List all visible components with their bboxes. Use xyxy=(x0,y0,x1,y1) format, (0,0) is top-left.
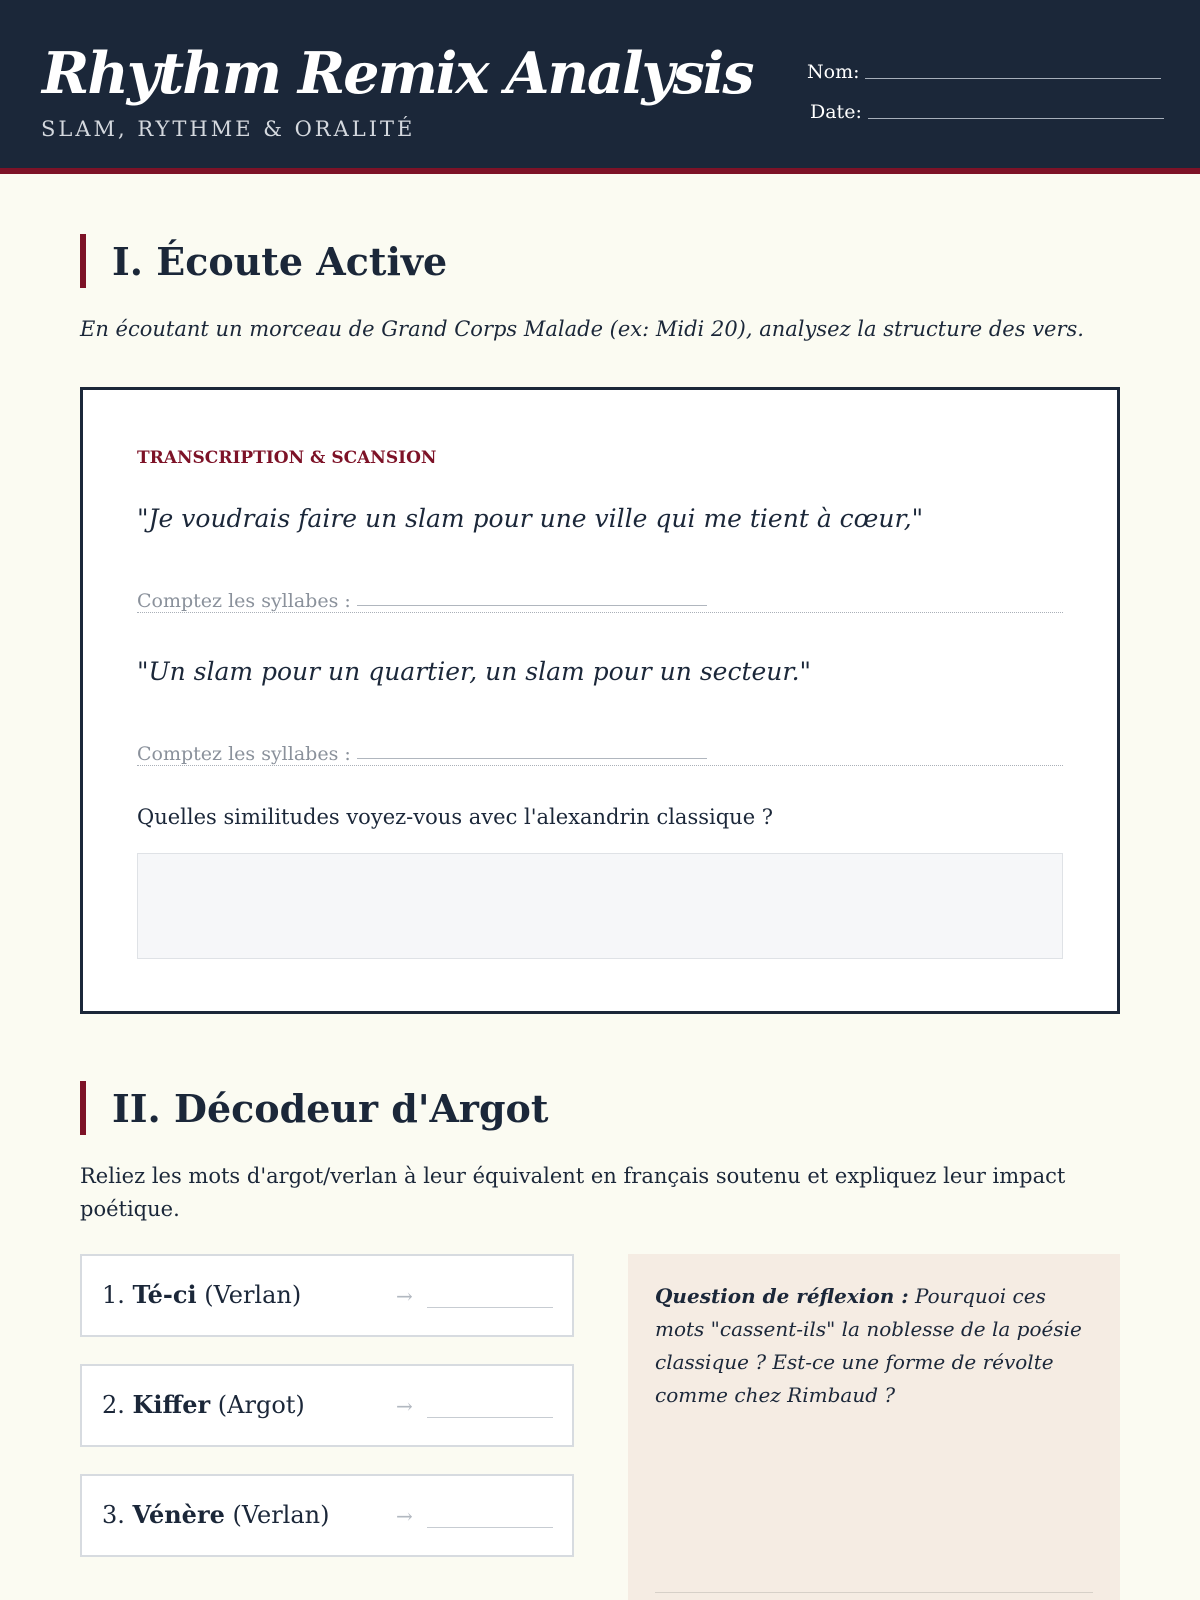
match-text xyxy=(102,1280,301,1309)
panel-label: TRANSCRIPTION & SCANSION xyxy=(137,448,437,468)
slang-word: Té-ci xyxy=(132,1280,197,1309)
alexandrin-question: Quelles similitudes voyez-vous avec l'alexandrin classique ? xyxy=(137,805,774,829)
arrow-right-icon: → xyxy=(396,1394,413,1418)
slang-type: (Verlan) xyxy=(232,1501,330,1529)
slang-type: (Verlan) xyxy=(204,1281,302,1309)
section-1-heading xyxy=(80,234,447,288)
section-1-title: I. Écoute Active xyxy=(112,238,448,284)
syllable-count-1[interactable] xyxy=(137,584,1063,613)
date-field[interactable] xyxy=(810,101,1164,123)
match-item-2[interactable] xyxy=(80,1364,574,1447)
match-answer-blank[interactable] xyxy=(427,1527,553,1528)
section-2-title: II. Décodeur d'Argot xyxy=(112,1085,549,1131)
syllable-count-2[interactable] xyxy=(137,737,1063,766)
page-title: Rhythm Remix Analysis xyxy=(42,40,753,107)
name-line xyxy=(865,78,1161,79)
syllable-count-label: Comptez les syllabes : xyxy=(137,743,351,765)
page-subtitle: SLAM, RYTHME & ORALITÉ xyxy=(41,117,416,141)
section-marker xyxy=(80,1081,86,1135)
name-field[interactable] xyxy=(807,61,1161,83)
match-text xyxy=(102,1390,305,1419)
syllable-blank[interactable] xyxy=(357,758,707,759)
match-item-1[interactable] xyxy=(80,1254,574,1337)
syllable-blank[interactable] xyxy=(357,605,707,606)
reflection-lead: Question de réflexion : xyxy=(655,1284,909,1308)
match-answer-blank[interactable] xyxy=(427,1307,553,1308)
verse-1: "Je voudrais faire un slam pour une ville qui me tient à cœur," xyxy=(137,504,924,533)
date-label: Date: xyxy=(810,101,862,123)
match-number: 2. xyxy=(102,1391,125,1419)
arrow-right-icon: → xyxy=(396,1504,413,1528)
match-text xyxy=(102,1500,330,1529)
match-item-3[interactable] xyxy=(80,1474,574,1557)
page-header xyxy=(0,0,1200,174)
section-2-instructions: Reliez les mots d'argot/verlan à leur équivalent en français soutenu et expliquez leur impact poétique. xyxy=(80,1164,1066,1221)
match-number: 1. xyxy=(102,1281,125,1309)
slang-type: (Argot) xyxy=(217,1391,305,1419)
answer-box[interactable] xyxy=(137,853,1063,959)
reflection-text: Pourquoi ces mots "cassent-ils" la noblesse de la poésie classique ? Est-ce une forme de révolte comme chez Rimbaud ? xyxy=(655,1284,1082,1407)
section-2-heading xyxy=(80,1081,548,1135)
reflection-answer-line[interactable] xyxy=(655,1592,1093,1593)
match-answer-blank[interactable] xyxy=(427,1417,553,1418)
transcription-panel xyxy=(80,387,1120,1014)
slang-word: Vénère xyxy=(132,1500,225,1529)
syllable-count-label: Comptez les syllabes : xyxy=(137,590,351,612)
section-1-instructions: En écoutant un morceau de Grand Corps Malade (ex: Midi 20), analysez la structure des vers. xyxy=(80,317,1084,341)
name-label: Nom: xyxy=(807,61,860,83)
slang-word: Kiffer xyxy=(132,1390,211,1419)
date-line xyxy=(868,118,1164,119)
reflection-question xyxy=(655,1280,1094,1412)
arrow-right-icon: → xyxy=(396,1284,413,1308)
verse-2: "Un slam pour un quartier, un slam pour un secteur." xyxy=(137,657,812,686)
match-number: 3. xyxy=(102,1501,125,1529)
section-marker xyxy=(80,234,86,288)
reflection-box[interactable] xyxy=(628,1254,1120,1600)
